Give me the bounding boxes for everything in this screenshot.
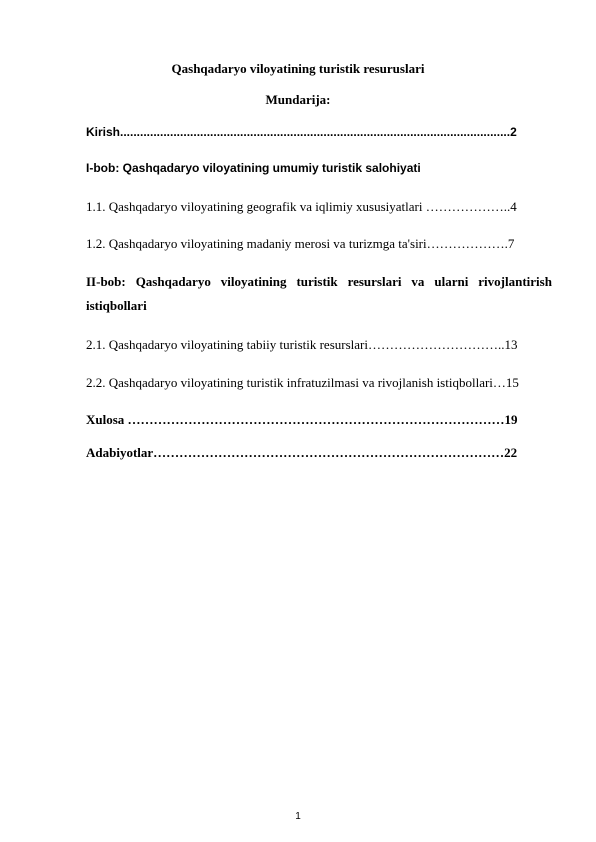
page-number: 1 — [295, 811, 301, 822]
toc-chapter-2-word: Qashqadaryo — [135, 274, 211, 289]
toc-chapter-1: I-bob: Qashqadaryo viloyatining umumiy turistik salohiyati — [86, 161, 421, 175]
toc-entry-adabiyotlar: Adabiyotlar………………………………………………………………………22 — [86, 445, 518, 460]
document-title: Qashqadaryo viloyatining turistik resuruslari — [171, 61, 425, 76]
toc-entry-xulosa: Xulosa ……………………………………………………………………………19 — [86, 412, 518, 427]
toc-chapter-2-word: turistik — [296, 274, 338, 289]
toc-entry-kirish: Kirish.....................................................................................................................2 — [86, 125, 517, 139]
toc-entry-1-2: 1.2. Qashqadaryo viloyatining madaniy merosi va turizmga ta'siri……………….7 — [86, 236, 515, 251]
toc-chapter-2-word: rivojlantirish — [478, 274, 552, 289]
toc-entry-1-1: 1.1. Qashqadaryo viloyatining geografik va iqlimiy xususiyatlari ………………..4 — [86, 199, 517, 214]
toc-chapter-2-word: viloyatining — [220, 274, 287, 289]
toc-entry-2-1: 2.1. Qashqadaryo viloyatining tabiiy turistik resurslari…………………………..13 — [86, 337, 518, 352]
toc-chapter-2-word: ularni — [434, 274, 469, 289]
toc-chapter-2-word: va — [411, 274, 425, 289]
contents-heading: Mundarija: — [265, 92, 331, 107]
toc-chapter-2-line-2: istiqbollari — [86, 298, 147, 313]
toc-chapter-2-line-1 — [86, 274, 552, 290]
toc-entry-2-2: 2.2. Qashqadaryo viloyatining turistik infratuzilmasi va rivojlanish istiqbollari…15 — [86, 375, 519, 390]
toc-chapter-2-word: resurslari — [347, 274, 402, 289]
toc-chapter-2-word: II-bob: — [86, 274, 126, 289]
